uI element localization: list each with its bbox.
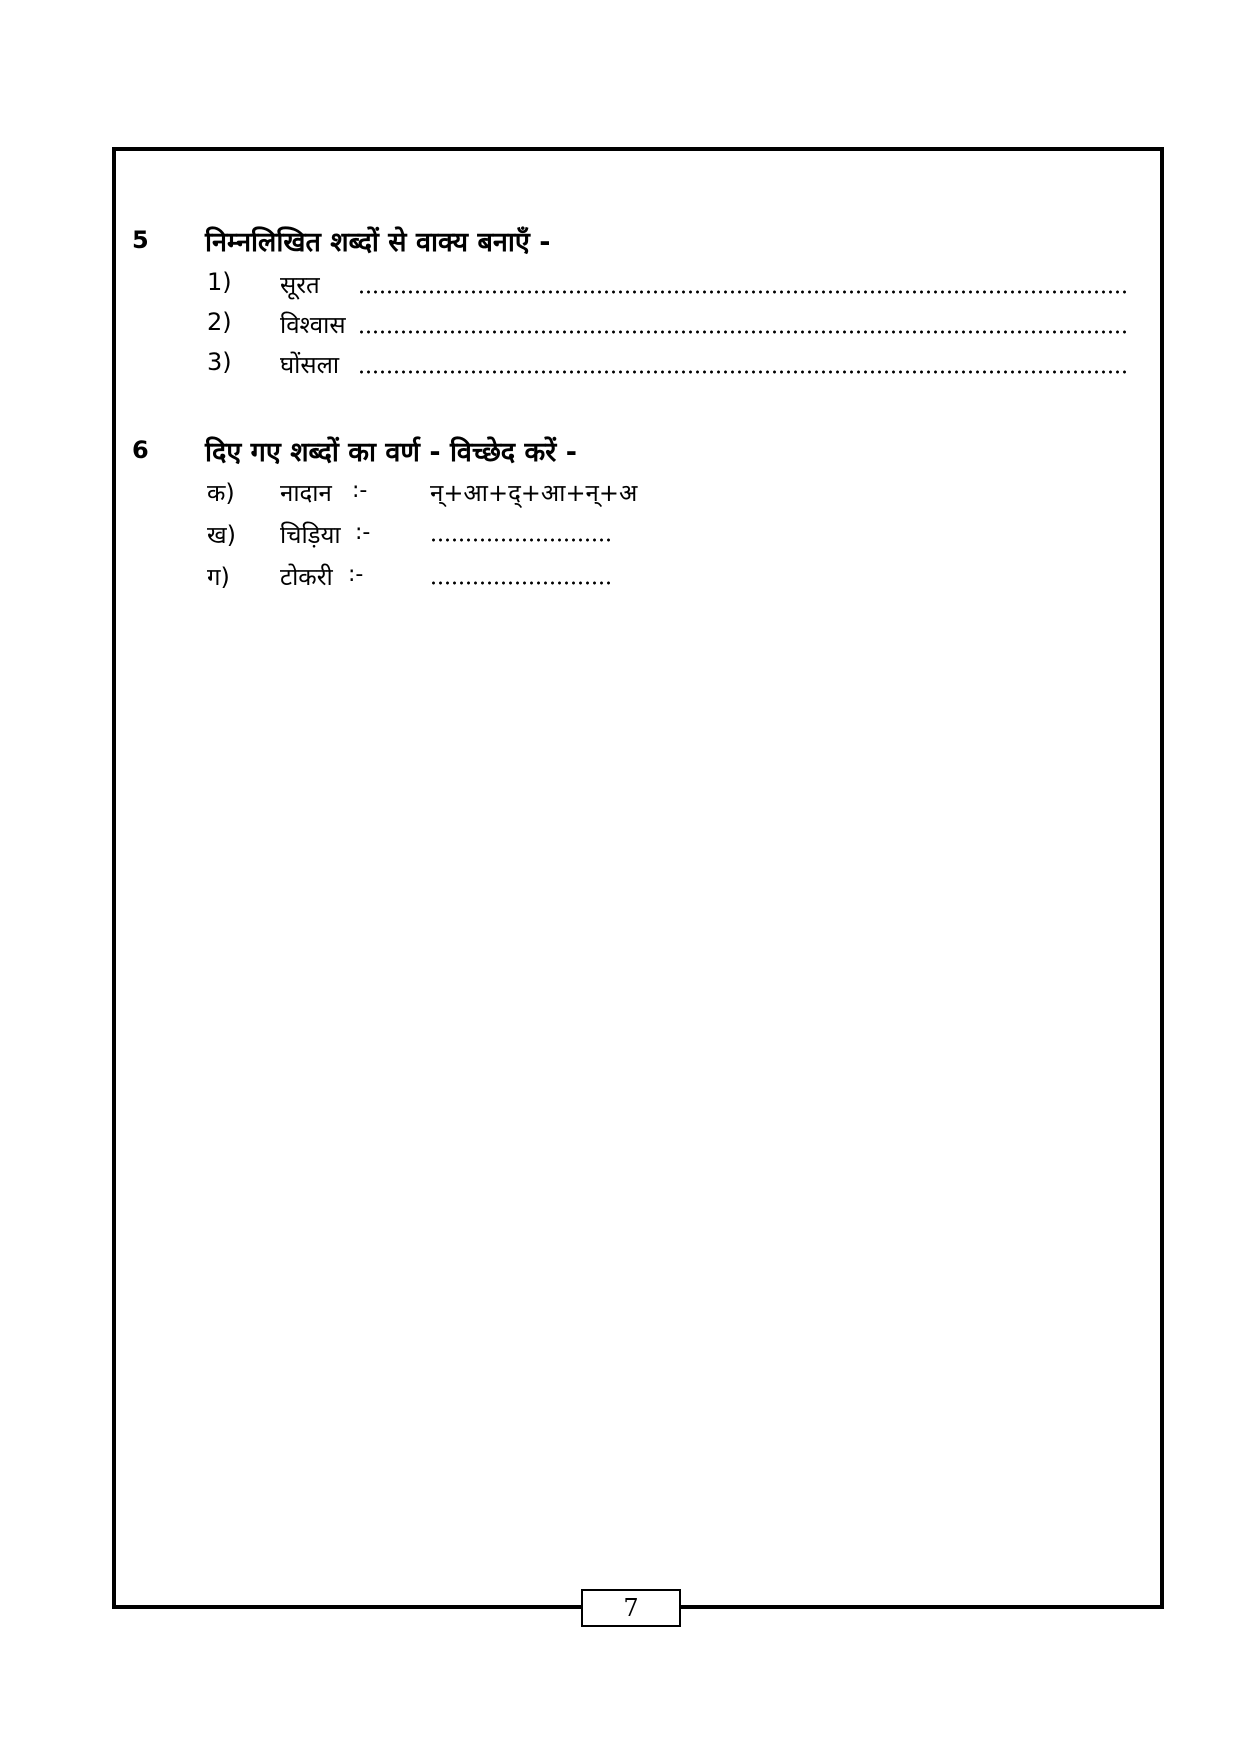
page-frame	[112, 147, 1164, 1609]
q5-item-1-label: 1)	[207, 268, 232, 296]
q6-item-3-label: ग)	[207, 563, 230, 591]
q6-item-2-word: चिड़िया	[280, 521, 341, 549]
q5-item-3-label: 3)	[207, 348, 232, 376]
q5-item-1-answer-line[interactable]	[358, 290, 1127, 294]
q5-item-2-answer-line[interactable]	[358, 330, 1127, 334]
page-number: 7	[581, 1589, 681, 1627]
q6-item-3-word: टोकरी	[280, 563, 333, 591]
question-5-number: 5	[132, 226, 149, 254]
question-6-number: 6	[132, 436, 149, 464]
q6-item-2-answer-line[interactable]	[430, 538, 610, 542]
q5-item-2-word: विश्वास	[280, 311, 346, 339]
q5-item-1-word: सूरत	[280, 271, 320, 299]
q6-item-3-separator: :-	[348, 562, 364, 587]
q6-item-1-word: नादान	[280, 479, 332, 507]
q6-item-3-answer-line[interactable]	[430, 581, 610, 585]
q6-item-1-separator: :-	[352, 478, 368, 503]
q6-item-1-answer: न्+आ+द्+आ+न्+अ	[430, 479, 638, 507]
q5-item-3-answer-line[interactable]	[358, 370, 1127, 374]
question-6-title: दिए गए शब्दों का वर्ण - विच्छेद करें -	[205, 437, 577, 468]
q5-item-3-word: घोंसला	[280, 351, 340, 379]
q5-item-2-label: 2)	[207, 308, 232, 336]
q6-item-2-label: ख)	[207, 521, 236, 549]
q6-item-2-separator: :-	[355, 520, 371, 545]
question-5-title: निम्नलिखित शब्दों से वाक्य बनाएँ -	[205, 227, 551, 258]
q6-item-1-label: क)	[207, 479, 235, 507]
